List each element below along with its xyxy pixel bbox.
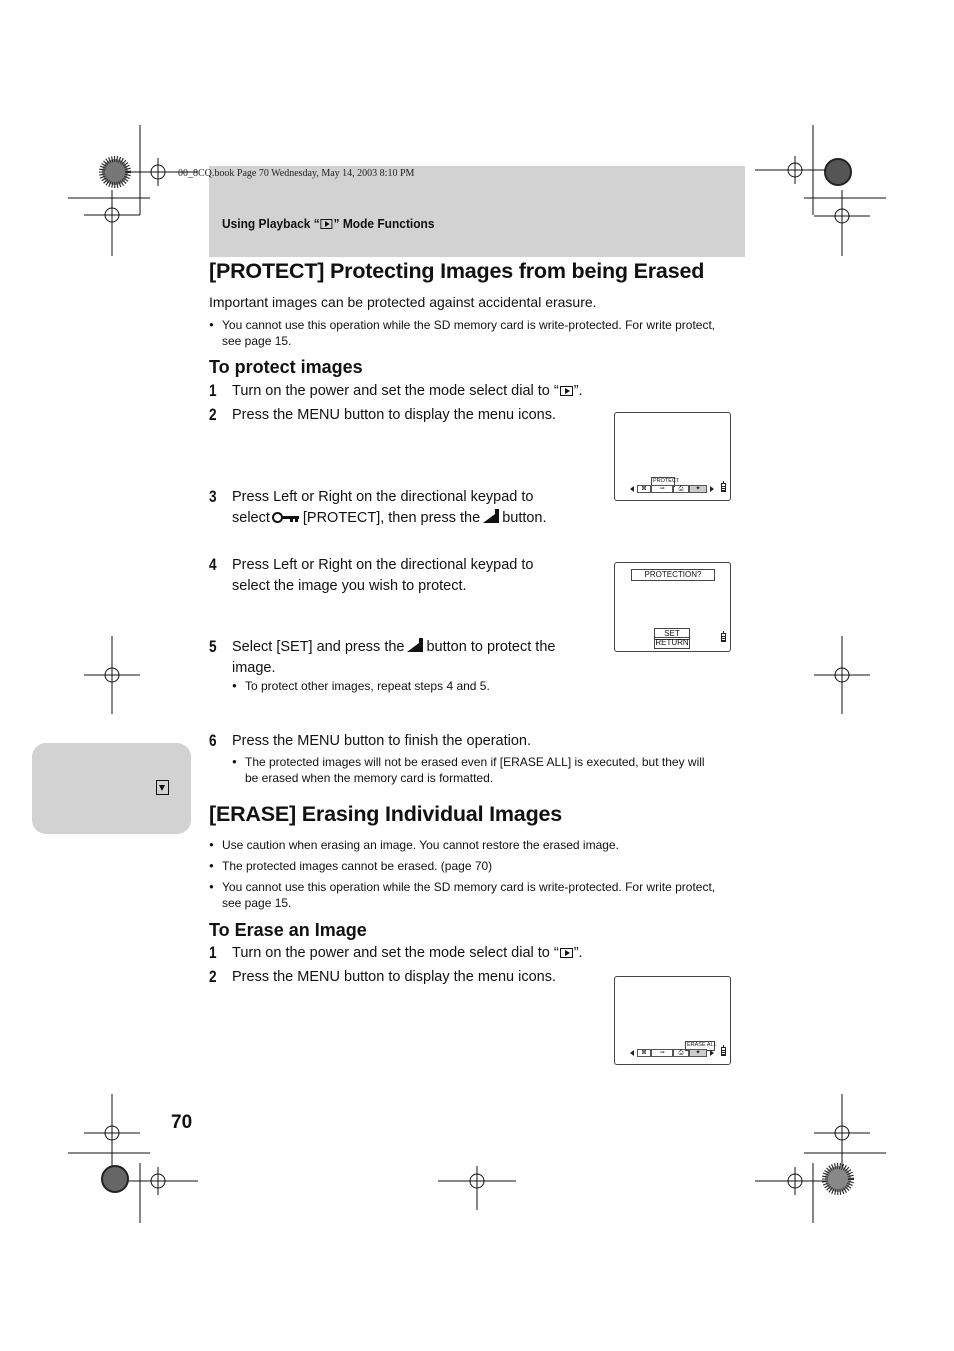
erase-step2-number: 2: [209, 967, 217, 986]
play-mode-icon: [560, 948, 573, 958]
lcd-menu-protect: [614, 412, 731, 501]
page-number: 70: [171, 1112, 193, 1133]
battery-icon: [721, 633, 726, 642]
left-arrow-icon: [630, 486, 634, 492]
dialog-title: PROTECTION?: [631, 569, 715, 581]
print-order-icon: ⎙: [673, 485, 689, 493]
right-arrow-icon: [710, 1050, 714, 1056]
protect-step4-line2: select the image you wish to protect.: [232, 578, 467, 594]
protect-step5-number: 5: [209, 637, 217, 656]
file-info: 00_8CQ.book Page 70 Wednesday, May 14, 2003 8:10 PM: [178, 168, 415, 179]
protect-step2-text: Press the MENU button to display the menu icons.: [232, 407, 556, 423]
protect-step2-number: 2: [209, 405, 217, 424]
erase-icon: ⊠: [637, 485, 651, 493]
erase-note2: ● The protected images cannot be erased. (page 70): [222, 858, 492, 874]
erase-step1-pre: Turn on the power and set the mode select dial to “: [232, 945, 559, 961]
key-icon: [272, 512, 300, 522]
right-arrow-icon: [710, 486, 714, 492]
left-arrow-icon: [630, 1050, 634, 1056]
protect-step5-note: ● To protect other images, repeat steps 4 and 5.: [245, 678, 490, 694]
erase-note3-line1: ● You cannot use this operation while the SD memory card is write-protected. For write protect,: [222, 879, 715, 895]
settings-icon: ✦: [689, 485, 707, 493]
protect-step5-line1: [232, 637, 555, 658]
protect-step6-number: 6: [209, 731, 217, 750]
protect-step3-line2b: [PROTECT], then press the: [302, 510, 481, 526]
protect-step4-line1: Press Left or Right on the directional keypad to: [232, 557, 534, 573]
dialog-option-set: SET: [654, 628, 690, 640]
section-heading-post: ” Mode Functions: [333, 216, 435, 231]
erase-step2-text: Press the MENU button to display the menu icons.: [232, 969, 556, 985]
protect-step1-post: ”.: [573, 383, 583, 399]
lcd-protection-dialog: [614, 562, 731, 652]
section-heading: [222, 216, 435, 231]
protect-subtitle: To protect images: [209, 357, 363, 377]
protect-step5-line1a: Select [SET] and press the: [232, 639, 405, 655]
protect-step3-line2c: button.: [502, 510, 547, 526]
protect-step4-text: [232, 555, 533, 597]
protect-step6-text: Press the MENU button to finish the operation.: [232, 733, 532, 749]
section-heading-pre: Using Playback “: [222, 216, 320, 231]
protect-step4-number: 4: [209, 555, 217, 574]
battery-icon: [721, 483, 726, 492]
protect-step1-pre: Turn on the power and set the mode select dial to “: [232, 383, 559, 399]
protect-step6-note-line2: be erased when the memory card is formatted.: [245, 771, 494, 785]
protect-step3-line2a: select: [232, 510, 270, 526]
erase-note3-line2: see page 15.: [222, 896, 292, 910]
protect-title: [PROTECT] Protecting Images from being Erased: [209, 259, 705, 283]
playback-tab-icon: [156, 780, 169, 795]
protect-step1-text: [232, 381, 583, 402]
protect-step1-number: 1: [209, 381, 217, 400]
lcd-menu-erase: [614, 976, 731, 1065]
protect-step3-line1: Press Left or Right on the directional keypad to: [232, 489, 534, 505]
erase-step1-post: ”.: [573, 945, 583, 961]
lcd-tab-label: PROTECT: [653, 478, 680, 484]
lcd-tab-label: ERASE ALL: [687, 1042, 717, 1048]
protect-step3-text: [232, 487, 547, 529]
protect-note-line1: ● You cannot use this operation while the SD memory card is write-protected. For write protect,: [222, 318, 716, 332]
key-icon: ⊸: [651, 485, 673, 493]
header-band: [209, 166, 745, 257]
erase-icon: ⊠: [637, 1049, 651, 1057]
protect-step5-text: [232, 637, 555, 679]
settings-icon: ✦: [689, 1049, 707, 1057]
key-icon: ⊸: [651, 1049, 673, 1057]
enter-icon: [407, 638, 423, 652]
print-order-icon: ⎙: [673, 1049, 689, 1057]
erase-title: [ERASE] Erasing Individual Images: [209, 802, 563, 826]
protect-step5-line1b: button to protect the: [426, 639, 556, 655]
protect-step5-line2: image.: [232, 660, 276, 676]
battery-icon: [721, 1047, 726, 1056]
erase-subtitle: To Erase an Image: [209, 920, 367, 940]
dialog-option-return: RETURN: [655, 638, 689, 647]
protect-step3-line2: [232, 508, 547, 529]
play-mode-icon: [321, 219, 333, 229]
erase-step1-text: [232, 943, 583, 964]
protect-note-line2: see page 15.: [222, 334, 292, 348]
protect-step6-note-line1: ● The protected images will not be erased even if [ERASE ALL] is executed, but they will: [245, 754, 705, 770]
protect-intro: Important images can be protected against accidental erasure.: [209, 294, 597, 310]
protect-note: [222, 317, 715, 333]
protect-step3-number: 3: [209, 487, 217, 506]
enter-icon: [483, 509, 499, 523]
erase-step1-number: 1: [209, 943, 217, 962]
erase-note1: ● Use caution when erasing an image. You cannot restore the erased image.: [222, 837, 619, 853]
play-mode-icon: [560, 386, 573, 396]
